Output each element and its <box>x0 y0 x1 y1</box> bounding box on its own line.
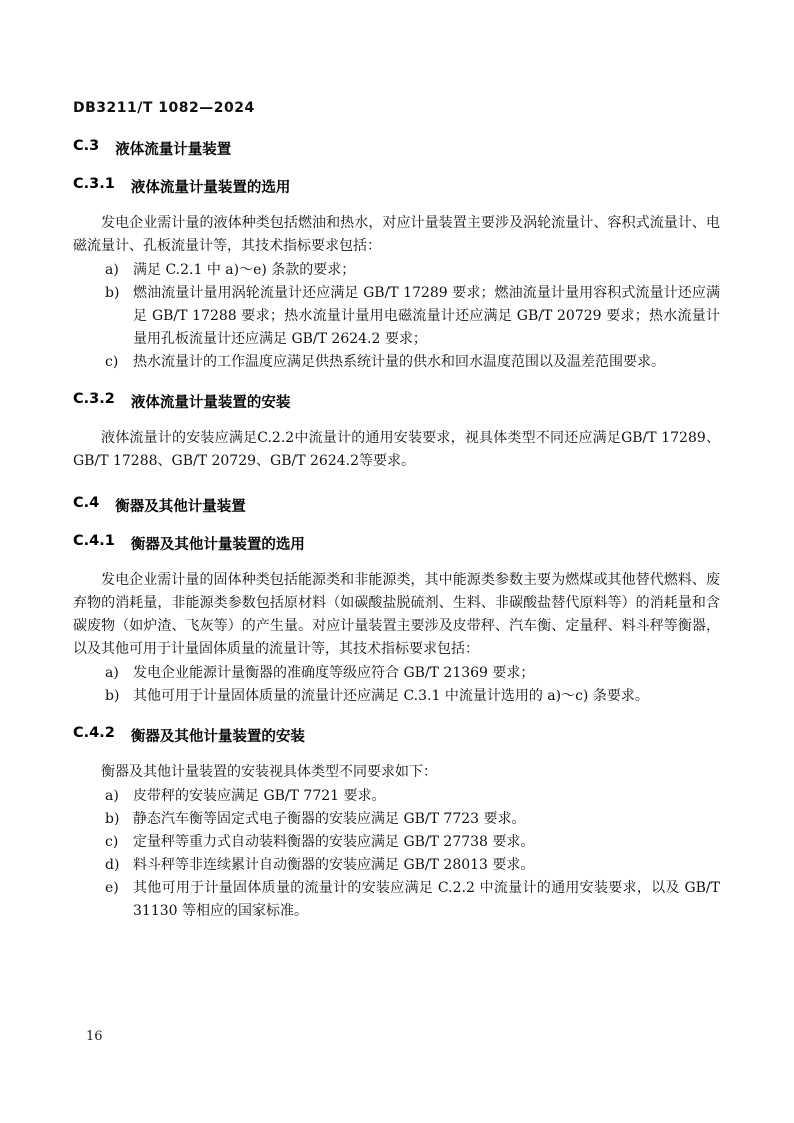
section-title: 液体流量计量装置的选用 <box>130 180 291 196</box>
list-text: 燃油流量计量用涡轮流量计还应满足 GB/T 17289 要求；燃油流量计量用容积式流量计还应满足 GB/T 17288 要求；热水流量计量用电磁流量计还应满足 GB/T 20729 要求；热水流量计量用孔板流量计还应满足 GB/T 2624.2 要求； <box>133 285 720 347</box>
section-heading-c4 <box>73 495 720 516</box>
list-item <box>73 351 720 374</box>
list-c41 <box>73 662 720 708</box>
section-title: 液体流量计量装置 <box>115 142 232 158</box>
paragraph-c42-intro: 衡器及其他计量装置的安装视具体类型不同要求如下： <box>101 764 437 780</box>
list-item <box>73 259 720 282</box>
section-heading-c41 <box>73 533 720 554</box>
paragraph-c31-intro: 发电企业需计量的液体种类包括燃油和热水，对应计量装置主要涉及涡轮流量计、容积式流量计、电磁流量计、孔板流量计等，其技术指标要求包括： <box>73 215 720 254</box>
section-number: C.4.1 <box>73 533 115 549</box>
section-number: C.3.1 <box>73 176 115 192</box>
list-marker: d) <box>105 857 120 873</box>
list-text: 料斗秤等非连续累计自动衡器的安装应满足 GB/T 28013 要求。 <box>133 857 535 873</box>
section-title: 衡器及其他计量装置的安装 <box>130 729 305 745</box>
list-text: 皮带秤的安装应满足 GB/T 7721 要求。 <box>133 788 386 804</box>
paragraph-c32-body: 液体流量计的安装应满足C.2.2中流量计的通用安装要求，视具体类型不同还应满足GB/T 17289、GB/T 17288、GB/T 20729、GB/T 2624.2等要求。 <box>73 430 720 469</box>
list-item <box>73 808 720 831</box>
list-c42 <box>73 785 720 923</box>
list-text: 定量秤等重力式自动装料衡器的安装应满足 GB/T 27738 要求。 <box>133 834 535 850</box>
list-item <box>73 685 720 708</box>
doc-number-header: DB3211/T 1082—2024 <box>73 100 255 116</box>
section-number: C.3 <box>73 138 100 154</box>
list-text: 静态汽车衡等固定式电子衡器的安装应满足 GB/T 7723 要求。 <box>133 811 526 827</box>
section-title: 衡器及其他计量装置 <box>115 499 246 515</box>
section-number: C.3.2 <box>73 391 115 407</box>
list-item <box>73 877 720 923</box>
list-item <box>73 785 720 808</box>
list-marker: a) <box>105 665 119 681</box>
list-marker: a) <box>105 788 119 804</box>
list-item <box>73 831 720 854</box>
section-number: C.4 <box>73 495 100 511</box>
section-title: 衡器及其他计量装置的选用 <box>130 537 305 553</box>
list-c31 <box>73 259 720 374</box>
page-number: 16 <box>86 1029 103 1044</box>
section-heading-c42 <box>73 725 720 746</box>
section-title: 液体流量计量装置的安装 <box>130 395 291 411</box>
list-text: 满足 C.2.1 中 a)～e) 条款的要求； <box>133 262 356 278</box>
section-heading-c32 <box>73 391 720 412</box>
list-marker: b) <box>105 688 120 704</box>
list-marker: a) <box>105 262 119 278</box>
section-number: C.4.2 <box>73 725 115 741</box>
list-item <box>73 282 720 351</box>
list-marker: c) <box>105 354 119 370</box>
list-marker: c) <box>105 834 119 850</box>
list-text: 其他可用于计量固体质量的流量计还应满足 C.3.1 中流量计选用的 a)～c) 条要求。 <box>133 688 649 704</box>
list-marker: b) <box>105 811 120 827</box>
list-marker: e) <box>105 880 119 896</box>
section-heading-c31 <box>73 176 720 197</box>
list-item <box>73 854 720 877</box>
list-item <box>73 662 720 685</box>
section-heading-c3 <box>73 138 720 159</box>
list-marker: b) <box>105 285 120 301</box>
list-text: 发电企业能源计量衡器的准确度等级应符合 GB/T 21369 要求； <box>133 665 535 681</box>
list-text: 其他可用于计量固体质量的流量计的安装应满足 C.2.2 中流量计的通用安装要求，以及 GB/T 31130 等相应的国家标准。 <box>133 880 720 919</box>
list-text: 热水流量计的工作温度应满足供热系统计量的供水和回水温度范围以及温差范围要求。 <box>133 354 665 370</box>
paragraph-c41-intro: 发电企业需计量的固体种类包括能源类和非能源类，其中能源类参数主要为燃煤或其他替代燃料、废弃物的消耗量，非能源类参数包括原材料（如碳酸盐脱硫剂、生料、非碳酸盐替代原料等）的消耗量和含碳废物（如炉渣、飞灰等）的产生量。对应计量装置主要涉及皮带秤、汽车衡、定量秤、料斗秤等衡器，以及其他可用于计量固体质量的流量计等，其技术指标要求包括： <box>73 572 720 657</box>
